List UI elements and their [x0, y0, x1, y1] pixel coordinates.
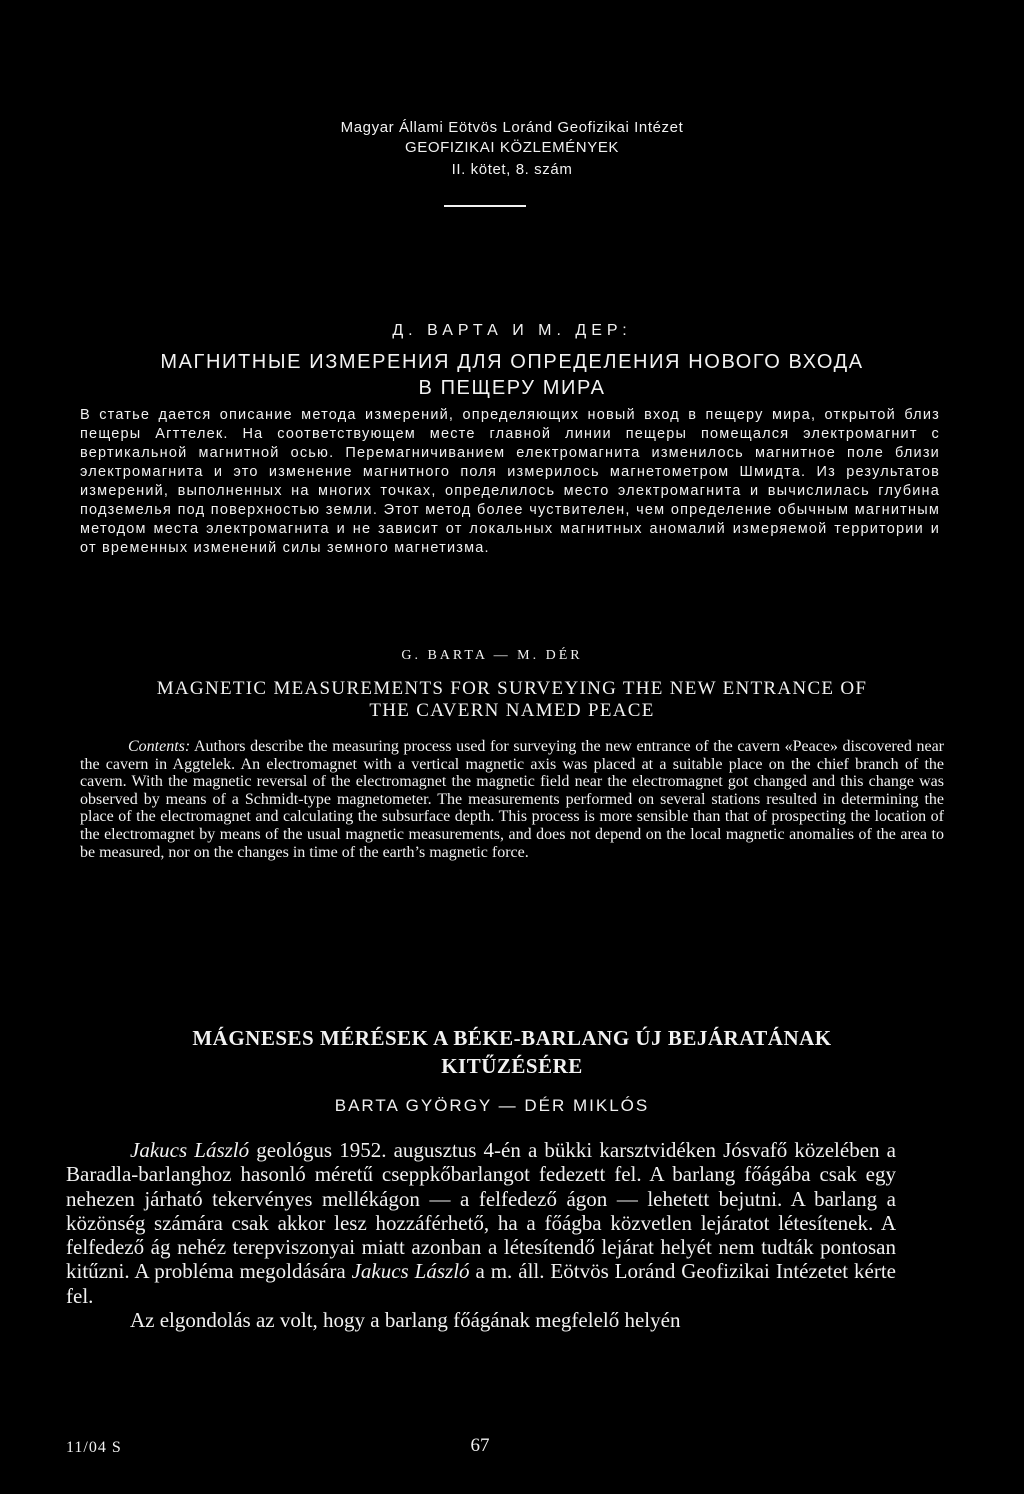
- person-name: Jakucs László: [351, 1259, 470, 1284]
- hungarian-paragraph-2: Az elgondolás az volt, hogy a barlang főágának megfelelő helyén: [130, 1308, 681, 1333]
- russian-authors: Д. ВАРТА И М. ДЕР:: [392, 322, 632, 339]
- contents-label: Contents:: [128, 738, 191, 755]
- hungarian-title-line-2: KITŰZÉSÉRE: [441, 1054, 583, 1078]
- russian-title-line-1: МАГНИТНЫЕ ИЗМЕРЕНИЯ ДЛЯ ОПРЕДЕЛЕНИЯ НОВОГО ВХОДА: [160, 351, 864, 373]
- english-title-line-1: MAGNETIC MEASUREMENTS FOR SURVEYING THE NEW ENTRANCE OF: [156, 678, 868, 699]
- english-abstract: [80, 738, 944, 861]
- person-name: Jakucs László: [130, 1138, 250, 1162]
- russian-title-line-2: В ПЕЩЕРУ МИРА: [418, 377, 606, 399]
- hungarian-paragraph-1: [66, 1138, 896, 1308]
- journal-name: GEOFIZIKAI KÖZLEMÉNYEK: [404, 139, 620, 156]
- volume-issue: II. kötet, 8. szám: [451, 161, 573, 178]
- russian-abstract: В статье дается описание метода измерений, определяющих новый вход в пещеру мира, открытой близ пещеры Агттелек. На соответствующем месте главной линии пещеры помещался электромагнит с вертикальной магнитной осью. Перемагничиванием електромагнита изменилось магнитное поле близи электромагнита и это изменение магнитного поля измерилось магнетометром Шмидта. Из результатов измерений, выполненных на многих точках, определилось место электромагнита и вычислилась глубина подземелья под поверхностью земли. Этот метод более чуствителен, чем определение обычным магнитным методом места электромагнита и не зависит от локальных магнитных аномалий измеряемой территории и от временных изменений силы земного магнетизма.: [80, 407, 940, 556]
- english-abstract-text: Authors describe the measuring process used for surveying the new entrance of the cavern «Peace» discovered near the cavern in Aggtelek. An electromagnet with a vertical magnetic axis was placed at a suitable place on the chief branch of the cavern. With the magnetic reversal of the electromagnet the magnetic field near the electromagnet got changed and this change was observed by means of a Schmidt-type magnetometer. The measurements performed on several stations resulted in determining the place of the electromagnet and calculating the subsurface depth. This process is more sensible than that of prospecting the location of the electromagnet by means of the usual magnetic measurements, and does not depend on the local magnetic anomalies of the area to be measured, nor on the changes in time of the earth’s magnetic force.: [80, 738, 945, 861]
- institute-name: Magyar Állami Eötvös Loránd Geofizikai Intézet: [340, 119, 684, 136]
- header-divider: [444, 205, 526, 207]
- paragraph-text: geológus 1952. augusztus 4-én a bükki karsztvidéken Jósvafő közelében a Baradla-barlanghoz hasonló méretű cseppkőbarlangot fedezett fel. A barlang főágába csak egy nehezen járható tekervényes mellékágon — a felfedező ágon — lehetett bejutni. A barlang a közönség számára csak akkor lesz hozzáférhető, ha a főágba közvetlen lejáratot létesítenek. A felfedező ág nehéz terepviszonyai miatt azonban a létesítendő lejárat helyét nem tudták pontosan kitűzni. A probléma megoldására: [66, 1138, 896, 1284]
- hungarian-authors: BARTA GYÖRGY — DÉR MIKLÓS: [334, 1096, 650, 1115]
- printer-signature: 11/04 S: [66, 1439, 122, 1456]
- english-title-line-2: THE CAVERN NAMED PEACE: [369, 700, 655, 721]
- paragraph-text: a m. áll. Eötvös Loránd Geofizikai Intézetet kérte fel.: [66, 1259, 897, 1308]
- page-number: 67: [470, 1435, 490, 1456]
- hungarian-title-line-1: MÁGNESES MÉRÉSEK A BÉKE-BARLANG ÚJ BEJÁRATÁNAK: [192, 1026, 832, 1050]
- english-authors: G. BARTA — M. DÉR: [401, 648, 583, 663]
- hungarian-body: [66, 1138, 896, 1332]
